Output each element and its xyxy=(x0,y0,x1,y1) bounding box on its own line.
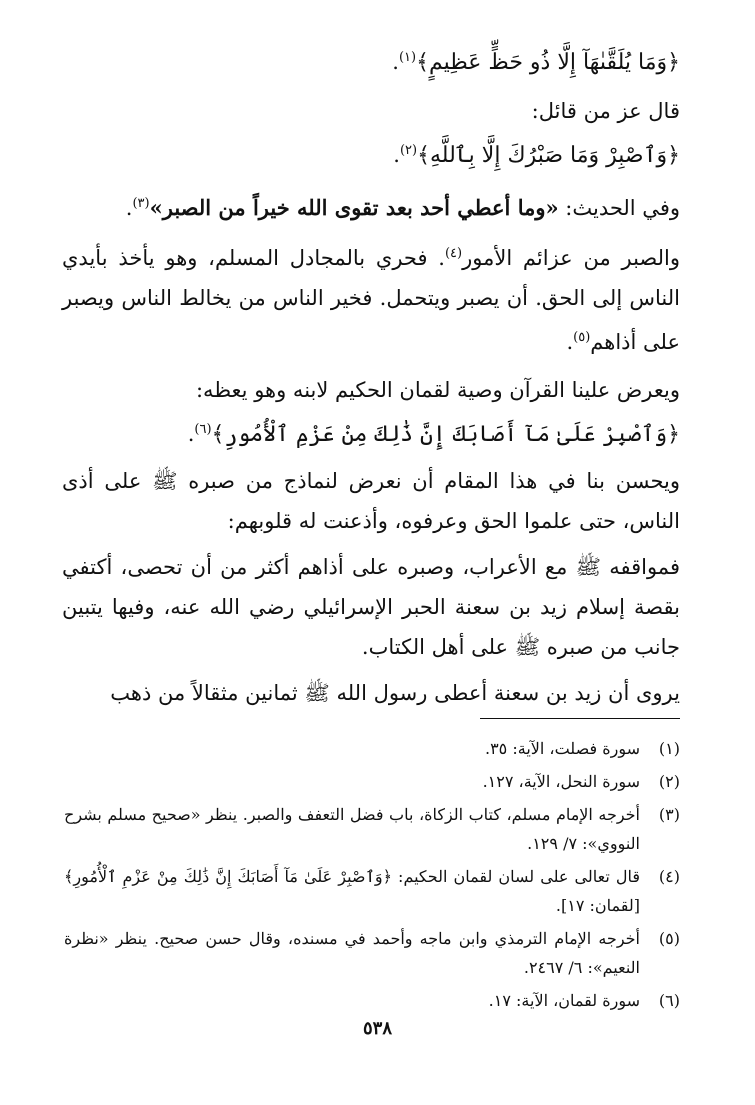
footnote-6 xyxy=(64,986,680,1015)
paragraph-examples: ويحسن بنا في هذا المقام أن نعرض لنماذج من صبره ﷺ على أذى الناس، حتى علموا الحق وعرفوه، وأذعنت له قلوبهم: xyxy=(62,469,680,533)
footnote-text: أخرجه الإمام مسلم، كتاب الزكاة، باب فضل التعفف والصبر. ينظر «صحيح مسلم بشرح النووي»: ٧/ ١٢٩. xyxy=(64,805,640,853)
quran-verse-2 xyxy=(62,131,680,176)
paragraph-bedouins: فمواقفه ﷺ مع الأعراب، وصبره على أذاهم أكثر من أن تحصى، أكتفي بقصة إسلام زيد بن سعنة الحبر الإسرائيلي رضي الله عنه، وفيها يتبين جانب من صبره ﷺ على أهل الكتاب. xyxy=(62,555,680,659)
footnote-text: أخرجه الإمام الترمذي وابن ماجه وأحمد في مسنده، وقال حسن صحيح. ينظر «نظرة النعيم»: ٦/ ٢٤٦٧. xyxy=(64,929,640,977)
punct: . xyxy=(187,422,195,446)
page-number: ٥٣٨ xyxy=(362,1018,392,1039)
paragraph-text: . فحري بالمجادل المسلم، وهو يأخذ بأيدي الناس إلى الحق. أن يصبر ويتحمل. فخير الناس من يخالط الناس ويصبر على أذاهم xyxy=(62,246,680,354)
main-text xyxy=(62,38,680,713)
footnote-number: (٣) xyxy=(658,805,680,824)
paragraph-text: والصبر من عزائم الأمور xyxy=(462,246,680,270)
footnote-number: (١) xyxy=(658,739,680,758)
luqman-intro: ويعرض علينا القرآن وصية لقمان الحكيم لابنه وهو يعظه: xyxy=(195,378,680,402)
punct: . xyxy=(392,50,399,74)
punct: . xyxy=(393,143,400,167)
footnote-text: قال تعالى على لسان لقمان الحكيم: ﴿وَٱصْبِرْ عَلَىٰ مَآ أَصَابَكَ إِنَّ ذَٰلِكَ مِنْ عَزْمِ ٱلْأُمُورِ﴾ [لقمان: ١٧]. xyxy=(64,867,640,915)
footnote-5 xyxy=(64,924,680,982)
footnote-text: سورة لقمان، الآية: ١٧. xyxy=(488,991,640,1010)
quran-verse-1 xyxy=(62,38,680,83)
footnote-text: سورة النحل، الآية، ١٢٧. xyxy=(482,772,640,791)
verse-text: ﴿وَٱصْبِرْ عَلَىٰ مَآ أَصَابَكَ إِنَّ ذَٰلِكَ مِنْ عَزْمِ ٱلْأُمُورِ﴾ xyxy=(211,422,680,447)
paragraph-zaid: يروى أن زيد بن سعنة أعطى رسول الله ﷺ ثمانين مثقالاً من ذهب xyxy=(110,681,680,705)
footnote-2 xyxy=(64,767,680,796)
footnote-ref: (٤) xyxy=(444,246,463,261)
hadith-line xyxy=(62,184,680,228)
verse-text: ﴿وَٱصْبِرْ وَمَا صَبْرُكَ إِلَّا بِٱللَّهِ﴾ xyxy=(417,143,680,168)
footnote-text: سورة فصلت، الآية: ٣٥. xyxy=(484,739,640,758)
footnote-number: (٢) xyxy=(658,772,680,791)
paragraph-patience xyxy=(62,234,680,362)
quran-verse-3 xyxy=(62,410,680,455)
punct: . xyxy=(566,330,574,354)
footnote-ref: (٦) xyxy=(194,422,212,437)
footnote-ref: (١) xyxy=(398,50,417,65)
footnote-ref: (٢) xyxy=(399,143,418,158)
footnote-3 xyxy=(64,800,680,858)
footnote-ref: (٣) xyxy=(132,196,150,211)
footnotes xyxy=(64,734,680,1019)
footnote-number: (٦) xyxy=(658,991,680,1010)
hadith-quote: «وما أعطي أحد بعد تقوى الله خيراً من الصبر» xyxy=(149,195,559,220)
footnote-divider xyxy=(480,718,680,719)
footnote-number: (٤) xyxy=(658,867,680,886)
footnote-4 xyxy=(64,862,680,920)
intro-line: قال عز من قائل: xyxy=(531,99,680,123)
verse-text: ﴿وَمَا يُلَقَّىٰهَآ إِلَّا ذُو حَظٍّ عَظِيمٍ﴾ xyxy=(416,50,680,75)
footnote-number: (٥) xyxy=(658,929,680,948)
punct: . xyxy=(125,196,133,220)
footnote-ref: (٥) xyxy=(573,330,591,345)
hadith-lead: وفي الحديث: xyxy=(558,196,680,220)
footnote-1 xyxy=(64,734,680,763)
